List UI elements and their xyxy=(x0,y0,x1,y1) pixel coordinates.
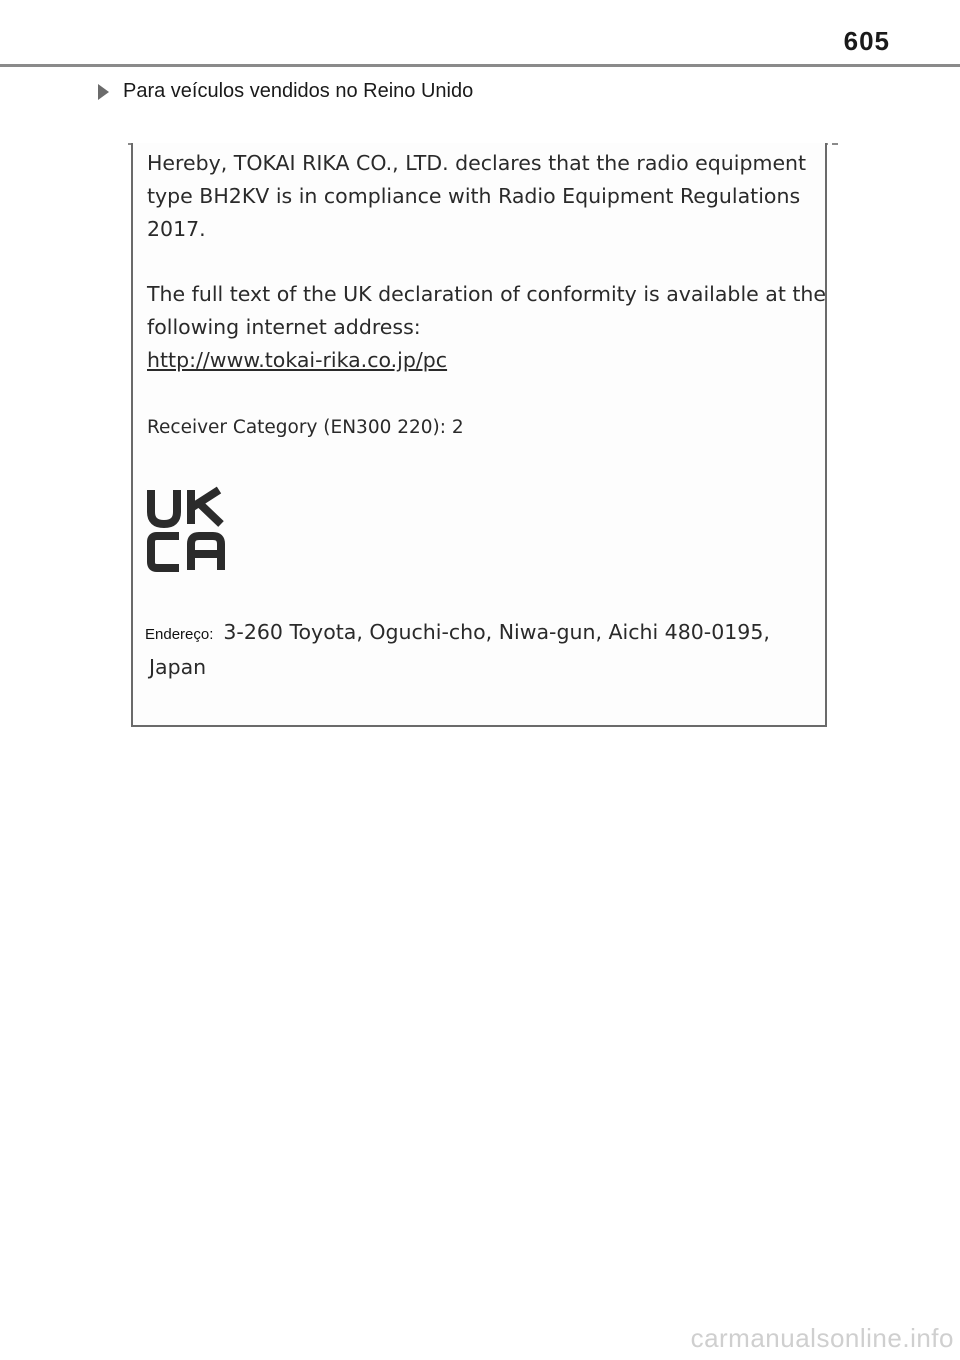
address-row xyxy=(145,620,770,644)
page-number: 605 xyxy=(843,26,890,56)
footer-watermark: carmanualsonline.info xyxy=(690,1323,954,1353)
ukca-letter-c xyxy=(151,536,179,568)
full-text-line-1: The full text of the UK declaration of conformity is available at the xyxy=(147,282,827,306)
full-text-line-2: following internet address: xyxy=(147,315,421,339)
ukca-letter-k xyxy=(191,490,221,524)
declaration-line-3: 2017. xyxy=(147,217,206,241)
receiver-category: Receiver Category (EN300 220): 2 xyxy=(147,417,464,438)
ukca-letter-u xyxy=(151,490,177,524)
triangle-bullet-icon xyxy=(98,84,109,100)
header-rule xyxy=(0,64,960,67)
address-line-1: 3-260 Toyota, Oguchi-cho, Niwa-gun, Aichi 480-0195, xyxy=(223,620,770,644)
address-line-2: Japan xyxy=(149,655,207,679)
section-heading xyxy=(98,80,473,103)
ukca-mark-icon xyxy=(147,486,227,572)
conformity-url: http://www.tokai-rika.co.jp/pc xyxy=(147,348,448,372)
compliance-label xyxy=(131,143,827,727)
ukca-letter-a xyxy=(191,536,221,570)
declaration-line-1: Hereby, TOKAI RIKA CO., LTD. declares that the radio equipment xyxy=(147,151,807,175)
declaration-text xyxy=(147,147,827,246)
declaration-line-2: type BH2KV is in compliance with Radio Equipment Regulations xyxy=(147,184,801,208)
address-label: Endereço: xyxy=(145,626,214,643)
full-text-notice xyxy=(147,278,827,377)
section-heading-text: Para veículos vendidos no Reino Unido xyxy=(123,80,474,102)
